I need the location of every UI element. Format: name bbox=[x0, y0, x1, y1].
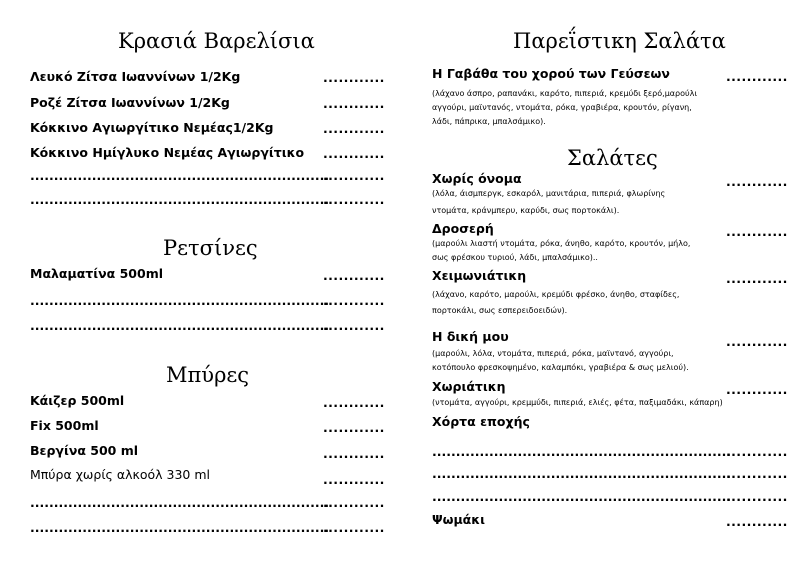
menu-item-name: Κόκκινο Αγιωργίτικο Νεμέας1/2Kg bbox=[30, 120, 274, 135]
menu-item-description: (ντομάτα, αγγούρι, κρεμμύδι, πιπεριά, ελιές, φέτα, παξιμαδάκι, κάπαρη) bbox=[432, 398, 723, 407]
menu-item-price: ............ bbox=[323, 520, 385, 535]
menu-item-description: (μαρούλι, λόλα, ντομάτα, πιπεριά, ρόκα, μαϊντανό, αγγούρι, bbox=[432, 349, 674, 358]
menu-item-description: πορτοκάλι, σως εσπερειδοειδών). bbox=[432, 306, 568, 315]
menu-item-price: ............ bbox=[323, 495, 385, 510]
menu-item-price: ............ bbox=[726, 489, 788, 504]
menu-item-name: Ψωμάκι bbox=[432, 512, 486, 527]
menu-item-price: ............ bbox=[726, 444, 788, 459]
menu-item-price: ............ bbox=[323, 318, 385, 333]
menu-item-name: ............................................................... bbox=[30, 192, 330, 207]
menu-item-description: (λάχανο άσπρο, ραπανάκι, καρότο, πιπεριά, κρεμύδι ξερό,μαρούλι bbox=[432, 89, 698, 98]
section-title-retsina: Ρετσίνες bbox=[163, 236, 258, 260]
section-title-beers: Μπύρες bbox=[166, 363, 250, 387]
menu-item-name: Fix 500ml bbox=[30, 418, 99, 433]
menu-item-price: ............ bbox=[726, 224, 788, 239]
menu-item-name: ............................................................... bbox=[432, 444, 732, 459]
menu-item-price: ............ bbox=[323, 395, 385, 410]
menu-item-description: λάδι, πάπρικα, μπαλσάμικο). bbox=[432, 117, 546, 126]
menu-item-price: ............ bbox=[323, 293, 385, 308]
menu-item-price: ............ bbox=[726, 271, 788, 286]
menu-item-price: ............ bbox=[323, 420, 385, 435]
menu-item-description: κοτόπουλο φρεσκοψημένο, καλαμπόκι, γραβιέρα & σως μελιού). bbox=[432, 363, 689, 372]
menu-item-price: ............ bbox=[323, 472, 385, 487]
menu-item-name: Ροζέ Ζίτσα Ιωαννίνων 1/2Kg bbox=[30, 95, 230, 110]
menu-item-name: ............................................................... bbox=[30, 495, 330, 510]
menu-item-description: (λόλα, άισμπεργκ, εσκαρόλ, μανιτάρια, πιπεριά, φλωρίνης bbox=[432, 189, 666, 198]
menu-item-name: Λευκό Ζίτσα Ιωαννίνων 1/2Kg bbox=[30, 69, 241, 84]
menu-item-name: Χωριάτικη bbox=[432, 379, 506, 394]
menu-item-price: ............ bbox=[323, 96, 385, 111]
menu-item-name: ............................................................... bbox=[30, 520, 330, 535]
menu-item-description: αγγούρι, μαϊντανός, ντομάτα, ρόκα, γραβιέρα, κρουτόν, ρίγανη, bbox=[432, 103, 692, 112]
menu-item-description: σως φρέσκου τυριού, λάδι, μπαλσάμικο).. bbox=[432, 253, 598, 262]
menu-item-price: ............ bbox=[726, 69, 788, 84]
menu-item-name: Μαλαματίνα 500ml bbox=[30, 266, 164, 281]
menu-item-name: ............................................................... bbox=[30, 168, 330, 183]
menu-item-description: (λάχανο, καρότο, μαρούλι, κρεμύδι φρέσκο, άνηθο, σταφίδες, bbox=[432, 290, 680, 299]
menu-item-price: ............ bbox=[323, 168, 385, 183]
menu-item-name: ............................................................... bbox=[432, 489, 732, 504]
menu-item-price: ............ bbox=[323, 192, 385, 207]
menu-item-price: ............ bbox=[323, 70, 385, 85]
section-title-salads: Σαλάτες bbox=[567, 146, 658, 170]
menu-item-name: Η δική μου bbox=[432, 329, 509, 344]
menu-item-price: ............ bbox=[726, 514, 788, 529]
menu-item-name: ............................................................... bbox=[30, 293, 330, 308]
menu-item-name: Κόκκινο Ημίγλυκο Νεμέας Αγιωργίτικο bbox=[30, 145, 305, 160]
menu-item-name: ............................................................... bbox=[432, 466, 732, 481]
menu-item-name: Χωρίς όνομα bbox=[432, 171, 522, 186]
menu-item-price: ............ bbox=[726, 334, 788, 349]
menu-item-price: ............ bbox=[726, 382, 788, 397]
menu-item-price: ............ bbox=[323, 146, 385, 161]
menu-item-description: (μαρούλι λιαστή ντομάτα, ρόκα, άνηθο, καρότο, κρουτόν, μήλο, bbox=[432, 239, 691, 248]
menu-item-price: ............ bbox=[323, 446, 385, 461]
section-title-special-salad: Παρεΐστικη Σαλάτα bbox=[513, 29, 726, 53]
section-title-wines: Κρασιά Βαρελίσια bbox=[118, 29, 315, 53]
menu-item-description: ντομάτα, κράνμπερυ, καρύδι, σως πορτοκάλι). bbox=[432, 206, 620, 215]
menu-item-price: ............ bbox=[323, 121, 385, 136]
menu-item-name: Κάιζερ 500ml bbox=[30, 393, 125, 408]
menu-item-price: ............ bbox=[726, 466, 788, 481]
menu-item-price: ............ bbox=[323, 268, 385, 283]
menu-item-price: ............ bbox=[726, 174, 788, 189]
menu-item-name: Βεργίνα 500 ml bbox=[30, 443, 139, 458]
menu-item-name: ............................................................... bbox=[30, 318, 330, 333]
menu-item-name: Χειμωνιάτικη bbox=[432, 268, 527, 283]
menu-item-name: Η Γαβάθα του χορού των Γεύσεων bbox=[432, 66, 670, 81]
menu-item-name: Μπύρα χωρίς αλκοόλ 330 ml bbox=[30, 467, 211, 482]
menu-item-name: Δροσερή bbox=[432, 221, 494, 236]
menu-item-name: Χόρτα εποχής bbox=[432, 414, 530, 429]
